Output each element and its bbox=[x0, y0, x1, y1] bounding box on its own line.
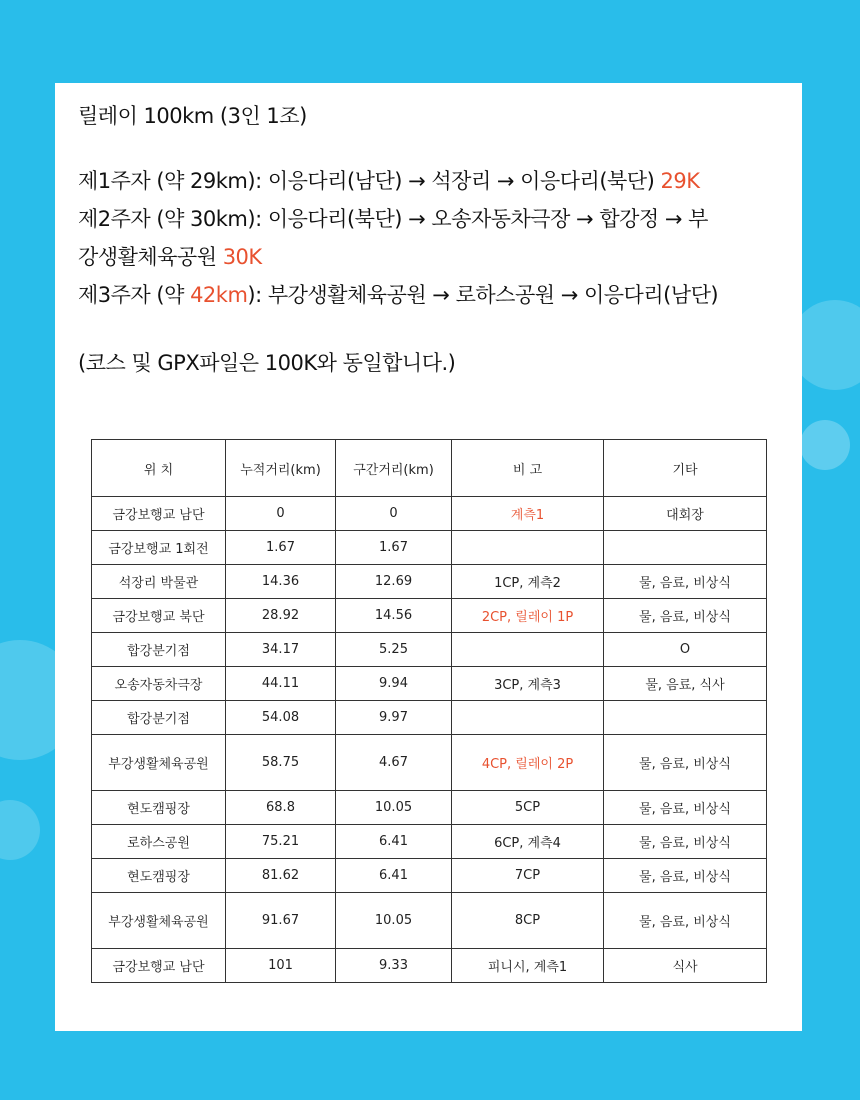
cell-note: 4CP, 릴레이 2P bbox=[452, 735, 604, 791]
cell-etc: 물, 음료, 비상식 bbox=[604, 735, 767, 791]
cell-location: 부강생활체육공원 bbox=[92, 735, 226, 791]
runner-2-route-cont: 강생활체육공원 bbox=[78, 245, 223, 269]
intro-text bbox=[78, 97, 788, 382]
cell-location: 금강보행교 북단 bbox=[92, 599, 226, 633]
table-row bbox=[92, 497, 767, 531]
cell-etc: 물, 음료, 비상식 bbox=[604, 791, 767, 825]
cell-segment: 9.33 bbox=[336, 949, 452, 983]
cell-segment: 9.94 bbox=[336, 667, 452, 701]
header-cumulative: 누적거리(km) bbox=[226, 440, 336, 497]
table-row bbox=[92, 633, 767, 667]
cell-etc bbox=[604, 531, 767, 565]
cell-location: 로하스공원 bbox=[92, 825, 226, 859]
cell-location: 석장리 박물관 bbox=[92, 565, 226, 599]
table-header-row bbox=[92, 440, 767, 497]
background-decoration bbox=[800, 420, 850, 470]
cell-segment: 14.56 bbox=[336, 599, 452, 633]
cell-etc: 물, 음료, 비상식 bbox=[604, 825, 767, 859]
cell-segment: 10.05 bbox=[336, 791, 452, 825]
cell-cumulative: 91.67 bbox=[226, 893, 336, 949]
cell-cumulative: 28.92 bbox=[226, 599, 336, 633]
cell-note: 6CP, 계측4 bbox=[452, 825, 604, 859]
cell-note: 7CP bbox=[452, 859, 604, 893]
table-row bbox=[92, 859, 767, 893]
runner-3-line bbox=[78, 276, 788, 314]
runner-1-route: 제1주자 (약 29km): 이응다리(남단) → 석장리 → 이응다리(북단) bbox=[78, 169, 661, 193]
cell-note: 5CP bbox=[452, 791, 604, 825]
runner-3-distance: 42km bbox=[190, 283, 248, 307]
runner-2-line-cont bbox=[78, 238, 788, 276]
cell-etc: O bbox=[604, 633, 767, 667]
runner-3-route: ): 부강생활체육공원 → 로하스공원 → 이응다리(남단) bbox=[247, 283, 719, 307]
cell-etc: 물, 음료, 비상식 bbox=[604, 893, 767, 949]
cell-note: 3CP, 계측3 bbox=[452, 667, 604, 701]
cell-cumulative: 1.67 bbox=[226, 531, 336, 565]
cell-etc: 물, 음료, 비상식 bbox=[604, 565, 767, 599]
cell-location: 현도캠핑장 bbox=[92, 859, 226, 893]
cell-cumulative: 81.62 bbox=[226, 859, 336, 893]
cell-location: 오송자동차극장 bbox=[92, 667, 226, 701]
table-row bbox=[92, 667, 767, 701]
cell-segment: 9.97 bbox=[336, 701, 452, 735]
cell-note bbox=[452, 701, 604, 735]
cell-etc bbox=[604, 701, 767, 735]
cell-segment: 12.69 bbox=[336, 565, 452, 599]
course-note: (코스 및 GPX파일은 100K와 동일합니다.) bbox=[78, 351, 456, 375]
cell-note bbox=[452, 531, 604, 565]
cell-segment: 10.05 bbox=[336, 893, 452, 949]
cell-note: 피니시, 계측1 bbox=[452, 949, 604, 983]
cell-cumulative: 58.75 bbox=[226, 735, 336, 791]
runner-2-distance: 30K bbox=[222, 245, 262, 269]
table-row bbox=[92, 893, 767, 949]
cell-location: 합강분기점 bbox=[92, 701, 226, 735]
background-decoration bbox=[0, 800, 40, 860]
cell-segment: 6.41 bbox=[336, 859, 452, 893]
table-row bbox=[92, 701, 767, 735]
table-row bbox=[92, 825, 767, 859]
cell-etc: 물, 음료, 식사 bbox=[604, 667, 767, 701]
cell-cumulative: 68.8 bbox=[226, 791, 336, 825]
cell-cumulative: 34.17 bbox=[226, 633, 336, 667]
cell-cumulative: 44.11 bbox=[226, 667, 336, 701]
header-etc: 기타 bbox=[604, 440, 767, 497]
cell-note: 8CP bbox=[452, 893, 604, 949]
table-row bbox=[92, 599, 767, 633]
cell-etc: 식사 bbox=[604, 949, 767, 983]
course-table bbox=[91, 439, 767, 983]
cell-note: 2CP, 릴레이 1P bbox=[452, 599, 604, 633]
runner-2-line: 제2주자 (약 30km): 이응다리(북단) → 오송자동차극장 → 합강정 → 부 bbox=[78, 207, 708, 231]
runner-1-line bbox=[78, 162, 788, 200]
cell-location: 합강분기점 bbox=[92, 633, 226, 667]
cell-cumulative: 75.21 bbox=[226, 825, 336, 859]
cell-segment: 4.67 bbox=[336, 735, 452, 791]
cell-etc: 물, 음료, 비상식 bbox=[604, 859, 767, 893]
table-row bbox=[92, 791, 767, 825]
cell-cumulative: 101 bbox=[226, 949, 336, 983]
content-card bbox=[55, 83, 802, 1031]
cell-location: 금강보행교 남단 bbox=[92, 497, 226, 531]
cell-cumulative: 14.36 bbox=[226, 565, 336, 599]
cell-cumulative: 0 bbox=[226, 497, 336, 531]
cell-segment: 0 bbox=[336, 497, 452, 531]
header-location: 위 치 bbox=[92, 440, 226, 497]
cell-note: 1CP, 계측2 bbox=[452, 565, 604, 599]
cell-location: 현도캠핑장 bbox=[92, 791, 226, 825]
cell-location: 금강보행교 남단 bbox=[92, 949, 226, 983]
cell-segment: 6.41 bbox=[336, 825, 452, 859]
cell-note bbox=[452, 633, 604, 667]
page-title: 릴레이 100km (3인 1조) bbox=[78, 104, 307, 128]
runner-1-distance: 29K bbox=[660, 169, 700, 193]
table-row bbox=[92, 531, 767, 565]
table-row bbox=[92, 949, 767, 983]
cell-note: 계측1 bbox=[452, 497, 604, 531]
header-segment: 구간거리(km) bbox=[336, 440, 452, 497]
cell-etc: 대회장 bbox=[604, 497, 767, 531]
cell-segment: 5.25 bbox=[336, 633, 452, 667]
table-row bbox=[92, 735, 767, 791]
runner-3-prefix: 제3주자 (약 bbox=[78, 283, 191, 307]
cell-segment: 1.67 bbox=[336, 531, 452, 565]
cell-cumulative: 54.08 bbox=[226, 701, 336, 735]
table-row bbox=[92, 565, 767, 599]
cell-location: 금강보행교 1회전 bbox=[92, 531, 226, 565]
header-note: 비 고 bbox=[452, 440, 604, 497]
cell-etc: 물, 음료, 비상식 bbox=[604, 599, 767, 633]
cell-location: 부강생활체육공원 bbox=[92, 893, 226, 949]
